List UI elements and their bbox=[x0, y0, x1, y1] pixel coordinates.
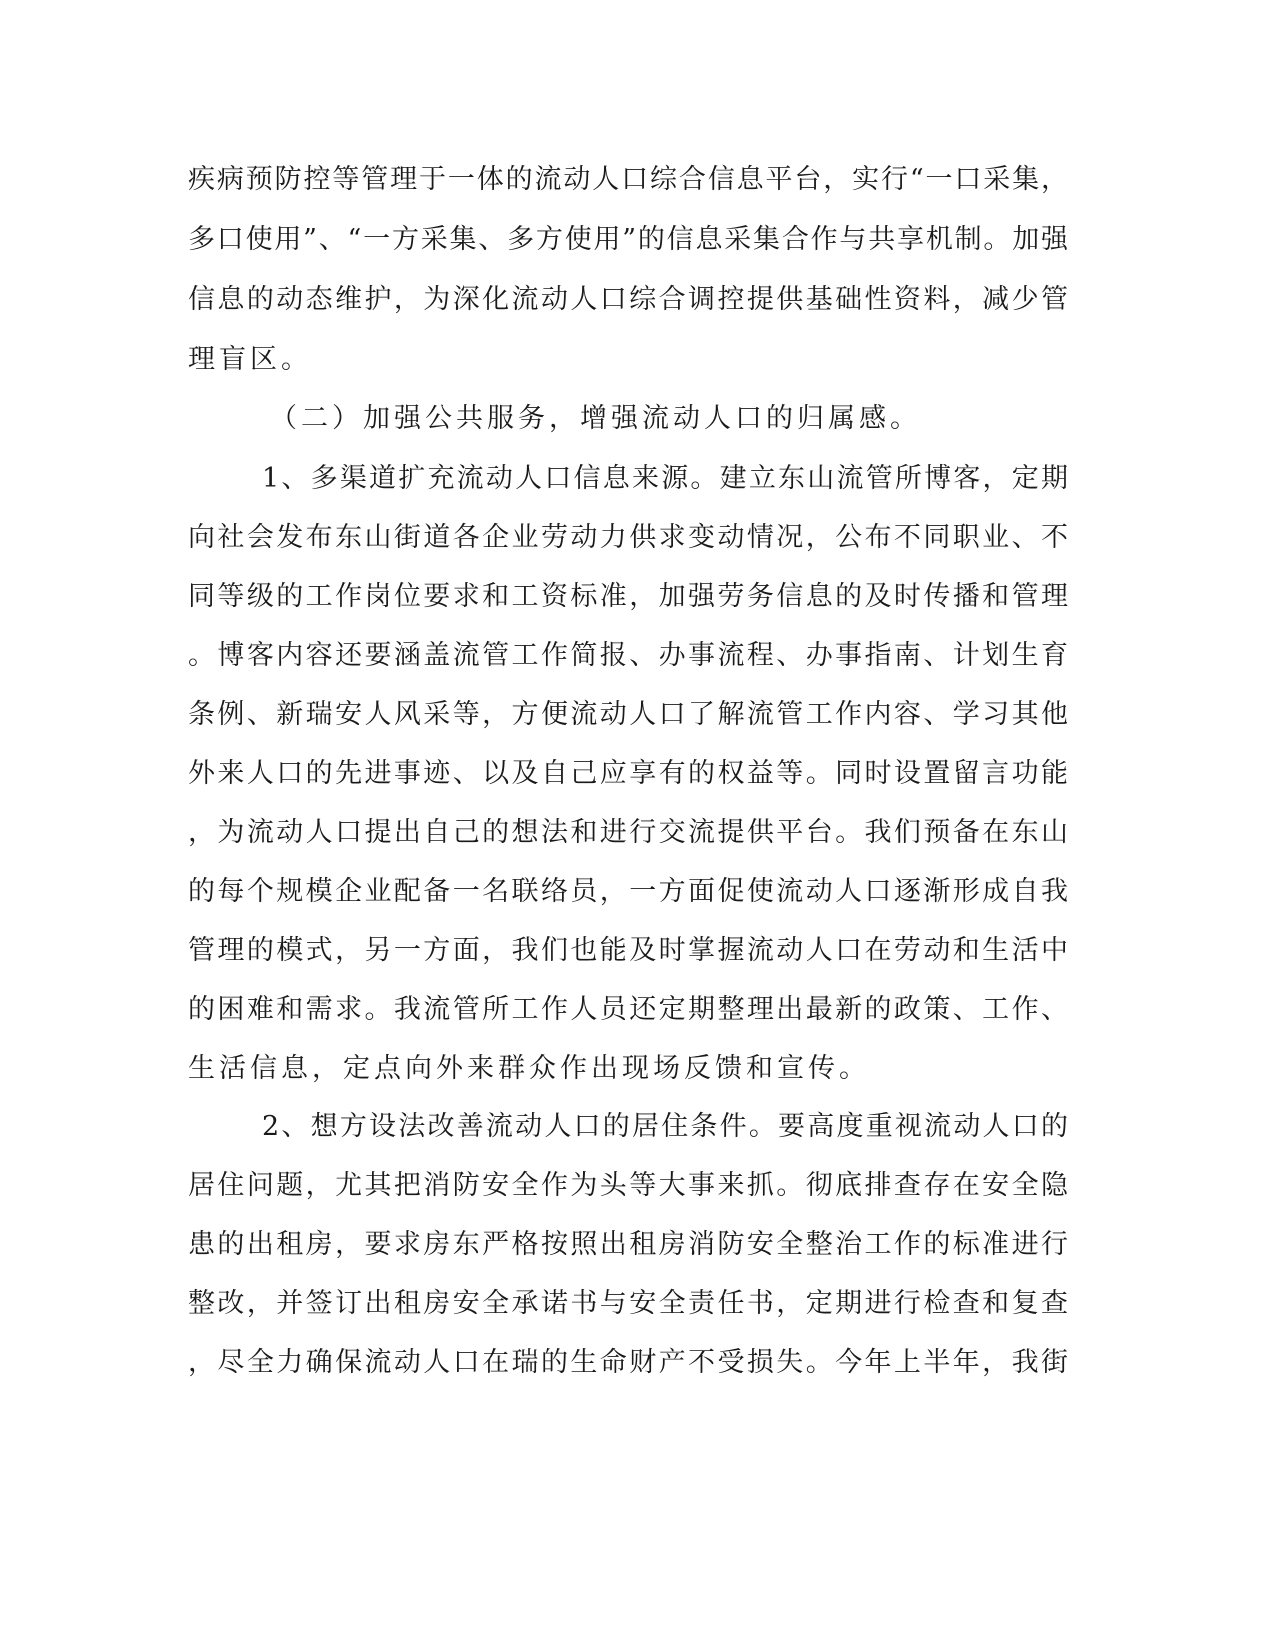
text-line: 2、想方设法改善流动人口的居住条件。要高度重视流动人口的 bbox=[262, 1111, 1068, 1142]
text-line: 的每个规模企业配备一名联络员，一方面促使流动人口逐渐形成自我 bbox=[188, 876, 1068, 907]
text-line: 条例、新瑞安人风采等，方便流动人口了解流管工作内容、学习其他 bbox=[188, 699, 1068, 730]
text-line: 疾病预防控等管理于一体的流动人口综合信息平台，实行“一口采集， bbox=[188, 164, 1068, 195]
text-line: 管理的模式，另一方面，我们也能及时掌握流动人口在劳动和生活中 bbox=[188, 935, 1068, 966]
text-line: 的困难和需求。我流管所工作人员还定期整理出最新的政策、工作、 bbox=[188, 994, 1068, 1025]
text-line: 1、多渠道扩充流动人口信息来源。建立东山流管所博客，定期 bbox=[262, 463, 1068, 494]
section-heading: （二）加强公共服务，增强流动人口的归属感。 bbox=[270, 403, 921, 434]
text-line: 。博客内容还要涵盖流管工作简报、办事流程、办事指南、计划生育 bbox=[188, 640, 1068, 671]
text-line: ，为流动人口提出自己的想法和进行交流提供平台。我们预备在东山 bbox=[188, 817, 1068, 848]
text-line: 生活信息，定点向外来群众作出现场反馈和宣传。 bbox=[188, 1053, 870, 1084]
text-line: 理盲区。 bbox=[188, 344, 312, 375]
text-line: 外来人口的先进事迹、以及自己应享有的权益等。同时设置留言功能 bbox=[188, 758, 1068, 789]
text-line: ，尽全力确保流动人口在瑞的生命财产不受损失。今年上半年，我街 bbox=[188, 1347, 1068, 1378]
text-line: 患的出租房，要求房东严格按照出租房消防安全整治工作的标准进行 bbox=[188, 1229, 1068, 1260]
text-line: 向社会发布东山街道各企业劳动力供求变动情况，公布不同职业、不 bbox=[188, 522, 1068, 553]
text-line: 多口使用”、“一方采集、多方使用”的信息采集合作与共享机制。加强 bbox=[188, 224, 1068, 255]
text-line: 整改，并签订出租房安全承诺书与安全责任书，定期进行检查和复查 bbox=[188, 1288, 1068, 1319]
text-line: 同等级的工作岗位要求和工资标准，加强劳务信息的及时传播和管理 bbox=[188, 581, 1068, 612]
text-line: 居住问题，尤其把消防安全作为头等大事来抓。彻底排查存在安全隐 bbox=[188, 1170, 1068, 1201]
text-line: 信息的动态维护，为深化流动人口综合调控提供基础性资料，减少管 bbox=[188, 284, 1068, 315]
